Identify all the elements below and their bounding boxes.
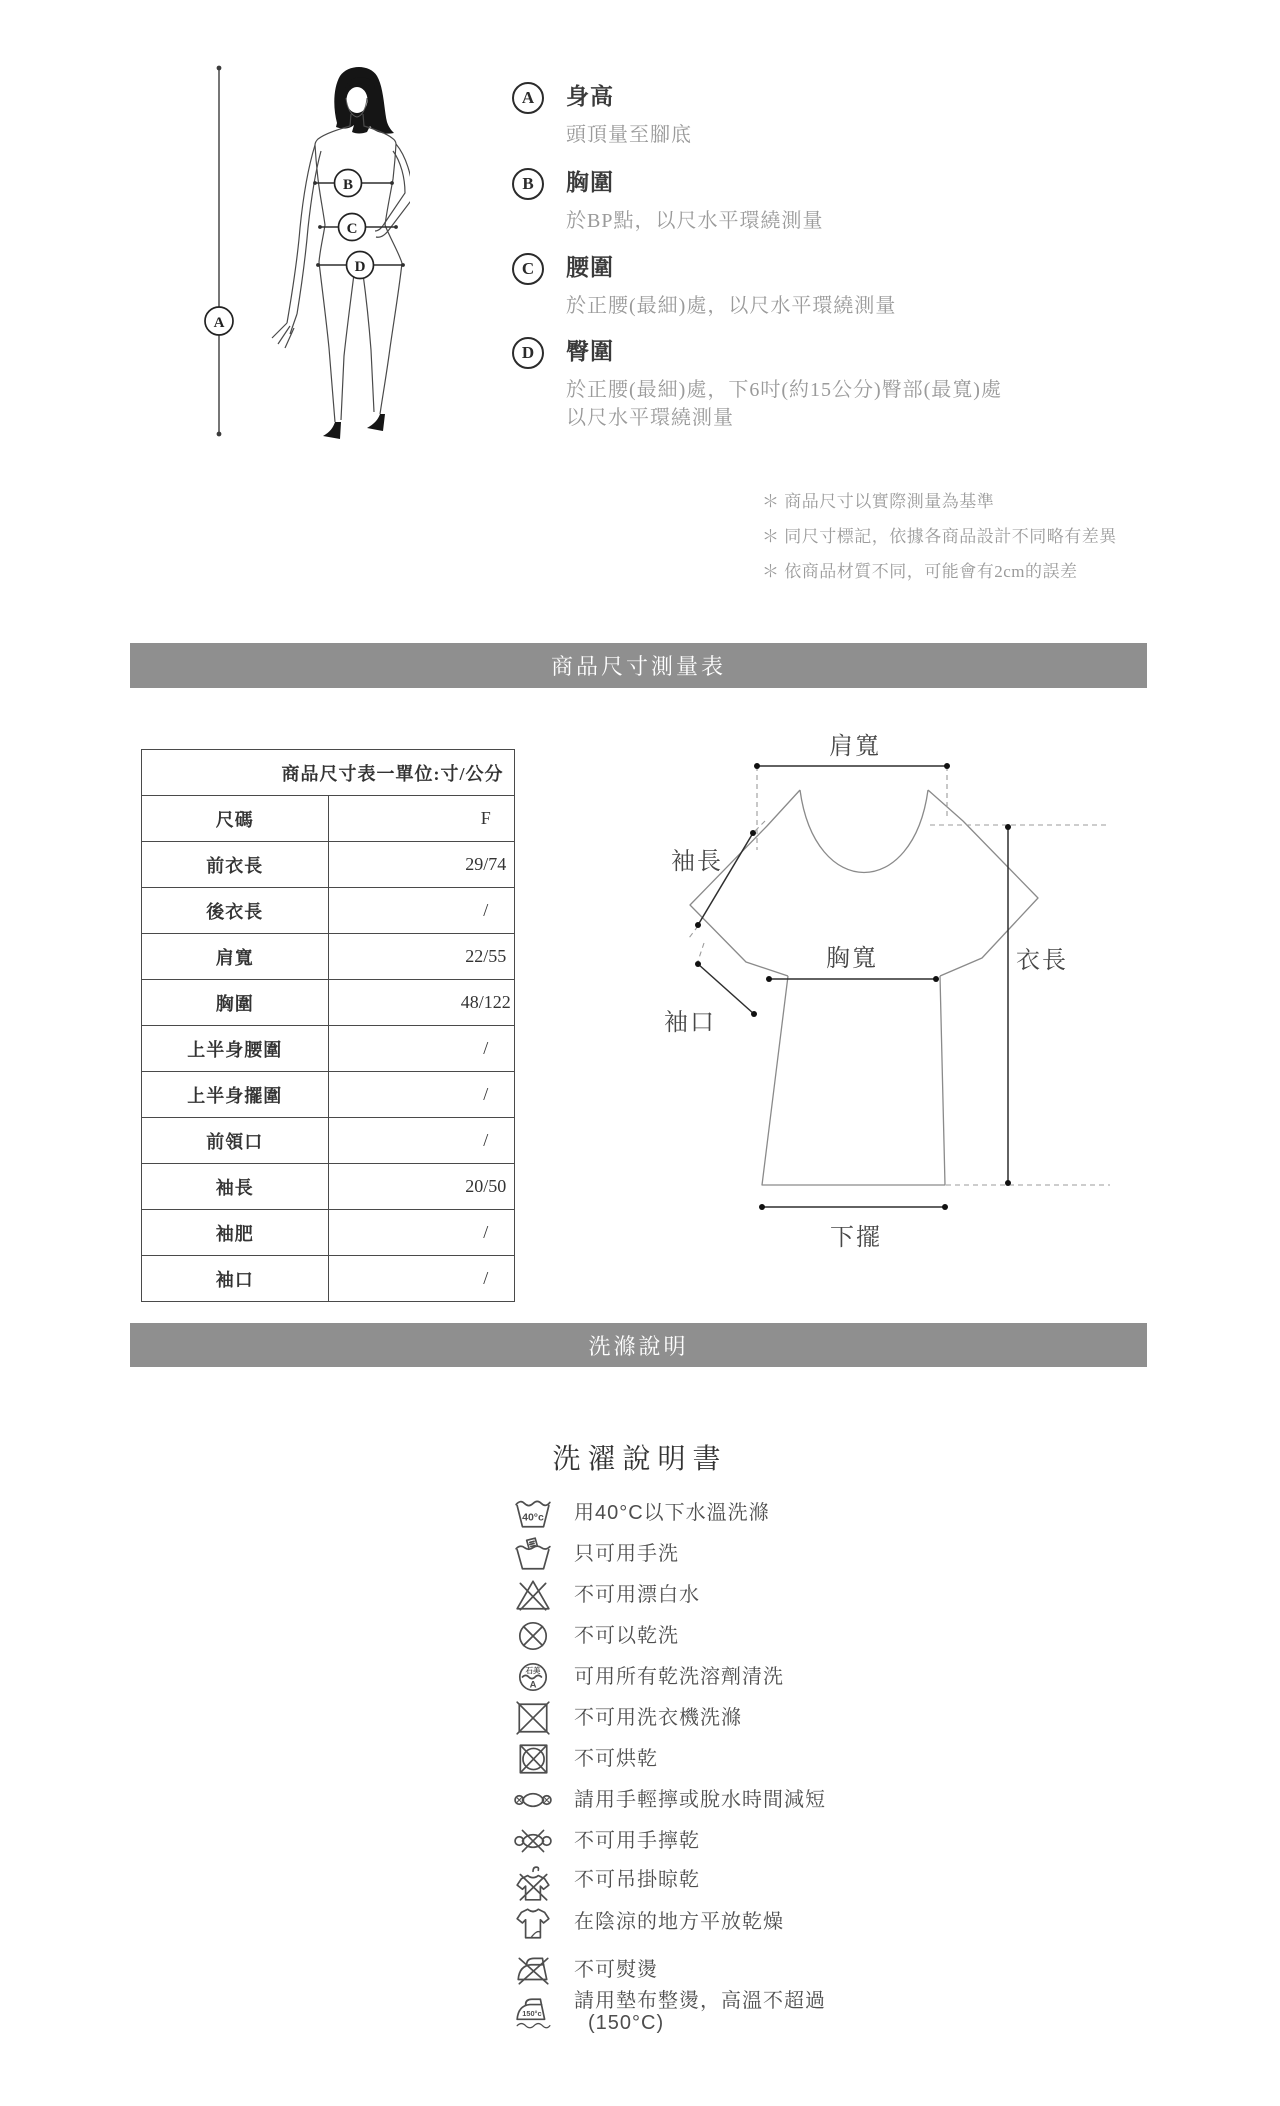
row-value: 20/50 (328, 1164, 515, 1210)
row-label: 後衣長 (142, 888, 329, 934)
size-chart-banner (130, 643, 1147, 688)
letter-a-badge: A (512, 82, 544, 114)
svg-text:B: B (342, 177, 354, 193)
wash-item (512, 1656, 826, 1697)
letter-c-badge: C (512, 253, 544, 285)
label-hem: 下擺 (830, 1225, 882, 1251)
guide-title-height: 身高 (566, 84, 614, 109)
label-garment-length: 衣長 (1016, 948, 1068, 974)
table-row (142, 888, 515, 934)
table-header-row (142, 750, 515, 796)
svg-text:A: A (529, 1679, 537, 1691)
table-row (142, 1210, 515, 1256)
row-label: 上半身腰圍 (142, 1026, 329, 1072)
letter-b-badge: B (512, 168, 544, 200)
iron-150c-icon (512, 1994, 554, 2032)
guide-title-hip: 臀圍 (566, 339, 614, 364)
wash-item-text: 不可以乾洗 (574, 1624, 679, 1647)
svg-text:石美: 石美 (525, 1665, 541, 1675)
gentle-wring-icon (512, 1782, 554, 1818)
wash-banner (130, 1323, 1147, 1367)
no-bleach-icon (512, 1577, 554, 1613)
size-chart-banner-title: 商品尺寸測量表 (550, 654, 726, 679)
svg-text:40°c: 40°c (522, 1510, 544, 1523)
row-value: 48/122 (328, 980, 515, 1026)
wash-item (512, 1949, 826, 1990)
size-notes (762, 484, 1117, 589)
no-tumble-dry-icon (512, 1741, 554, 1777)
wash-item-text: 不可用手擰乾 (574, 1829, 700, 1852)
row-value: / (328, 1256, 515, 1302)
wash-item-text: 請用手輕擰或脫水時間減短 (574, 1788, 826, 1811)
wash-item (512, 1820, 826, 1861)
label-shoulder-width: 肩寬 (829, 734, 881, 760)
wash-item (512, 1533, 826, 1574)
dryclean-any-solvent-icon (512, 1659, 554, 1695)
wash-item (512, 1779, 826, 1820)
no-hang-dry-icon (512, 1865, 554, 1903)
wash-item-text: 在陰涼的地方平放乾燥 (574, 1911, 784, 1933)
svg-text:D: D (354, 259, 366, 275)
wash-item (512, 1615, 826, 1656)
row-value: 22/55 (328, 934, 515, 980)
hand-wash-icon (512, 1536, 554, 1572)
guide-title-bust: 胸圍 (566, 170, 614, 195)
wash-item-text: 不可用漂白水 (574, 1583, 700, 1606)
row-label: 肩寬 (142, 934, 329, 980)
row-value: / (328, 1118, 515, 1164)
row-label: 前衣長 (142, 842, 329, 888)
table-row (142, 796, 515, 842)
note-line: ＊ 商品尺寸以實際測量為基準 (762, 492, 995, 511)
table-row (142, 1072, 515, 1118)
table-row (142, 1026, 515, 1072)
wash-item-text: 請用墊布整燙，高溫不超過 (150°C) (574, 1990, 826, 2034)
svg-text:150°c: 150°c (522, 2009, 542, 2019)
row-label: 袖肥 (142, 1210, 329, 1256)
guide-desc-hip-line2: 以尺水平環繞測量 (566, 407, 734, 429)
wash-item (512, 1990, 826, 2048)
flat-dry-icon (512, 1905, 554, 1943)
figure-marker-a (205, 307, 233, 335)
figure-marker-d (347, 252, 374, 279)
row-label: 上半身擺圍 (142, 1072, 329, 1118)
note-line: ＊ 同尺寸標記，依據各商品設計不同略有差異 (762, 527, 1117, 546)
row-value: F (328, 796, 515, 842)
row-label: 尺碼 (142, 796, 329, 842)
size-table (141, 749, 515, 1302)
guide-item-waist (512, 253, 896, 320)
no-dryclean-icon (512, 1618, 554, 1654)
label-sleeve-length: 袖長 (671, 849, 723, 875)
wash-item (512, 1574, 826, 1615)
diagram-dashed-lines (689, 766, 1110, 1185)
no-wring-icon (512, 1823, 554, 1859)
diagram-measure-lines (698, 766, 1008, 1207)
guide-desc-waist: 於正腰(最細)處，以尺水平環繞測量 (566, 295, 897, 317)
wash-instructions-title: 洗濯說明書 (552, 1443, 728, 1474)
guide-item-hip (512, 337, 1002, 432)
label-cuff: 袖口 (664, 1010, 716, 1036)
wash-item (512, 1738, 826, 1779)
table-row (142, 1118, 515, 1164)
wash-item-text: 用40°C以下水溫洗滌 (574, 1501, 770, 1524)
wash-item (512, 1861, 826, 1901)
row-label: 胸圍 (142, 980, 329, 1026)
table-row (142, 934, 515, 980)
fashion-figure-sketch (140, 38, 410, 458)
wash-instructions-list (512, 1492, 826, 2048)
figure-body-outline (272, 67, 410, 439)
guide-desc-hip: 於正腰(最細)處，下6吋(約15公分)臀部(最寬)處 (566, 379, 1002, 401)
row-label: 前領口 (142, 1118, 329, 1164)
wash-item (512, 1492, 826, 1533)
svg-text:A: A (213, 315, 225, 331)
wash-item-text: 不可熨燙 (574, 1958, 658, 1981)
figure-marker-b (335, 170, 362, 197)
figure-shoe (323, 422, 341, 439)
table-row (142, 1256, 515, 1302)
row-label: 袖長 (142, 1164, 329, 1210)
wash-item-text: 可用所有乾洗溶劑清洗 (574, 1665, 784, 1688)
wash-item-text: 不可吊掛晾乾 (574, 1869, 700, 1891)
wash-banner-title: 洗滌說明 (588, 1333, 689, 1359)
guide-desc-height: 頭頂量至腳底 (566, 124, 692, 146)
table-row (142, 980, 515, 1026)
row-label: 袖口 (142, 1256, 329, 1302)
row-value: / (328, 1026, 515, 1072)
figure-marker-c (339, 214, 366, 241)
wash-item (512, 1901, 826, 1949)
guide-title-waist: 腰圍 (566, 255, 614, 280)
note-line: ＊ 依商品材質不同，可能會有2cm的誤差 (762, 562, 1078, 581)
guide-desc-bust: 於BP點，以尺水平環繞測量 (566, 210, 824, 232)
no-iron-icon (512, 1952, 554, 1988)
row-value: / (328, 1210, 515, 1256)
size-table-header: 商品尺寸表一單位:寸/公分 (142, 750, 515, 796)
table-row (142, 842, 515, 888)
wash-item-text: 只可用手洗 (574, 1542, 679, 1565)
wash-item-text-line2: (150°C) (588, 2012, 665, 2034)
row-value: / (328, 1072, 515, 1118)
guide-item-height (512, 82, 692, 149)
label-chest-width: 胸寬 (826, 946, 878, 972)
wash-40c-icon (512, 1495, 554, 1531)
wash-item-text: 不可烘乾 (574, 1747, 658, 1770)
table-row (142, 1164, 515, 1210)
no-machine-wash-icon (512, 1700, 554, 1736)
figure-shoe (367, 414, 385, 431)
svg-text:C: C (346, 221, 358, 237)
row-value: 29/74 (328, 842, 515, 888)
tshirt-measure-diagram (630, 700, 1110, 1280)
row-value: / (328, 888, 515, 934)
tshirt-outline (690, 790, 1038, 1185)
guide-item-bust (512, 168, 823, 235)
letter-d-badge: D (512, 337, 544, 369)
wash-item-text: 不可用洗衣機洗滌 (574, 1706, 742, 1729)
wash-item (512, 1697, 826, 1738)
